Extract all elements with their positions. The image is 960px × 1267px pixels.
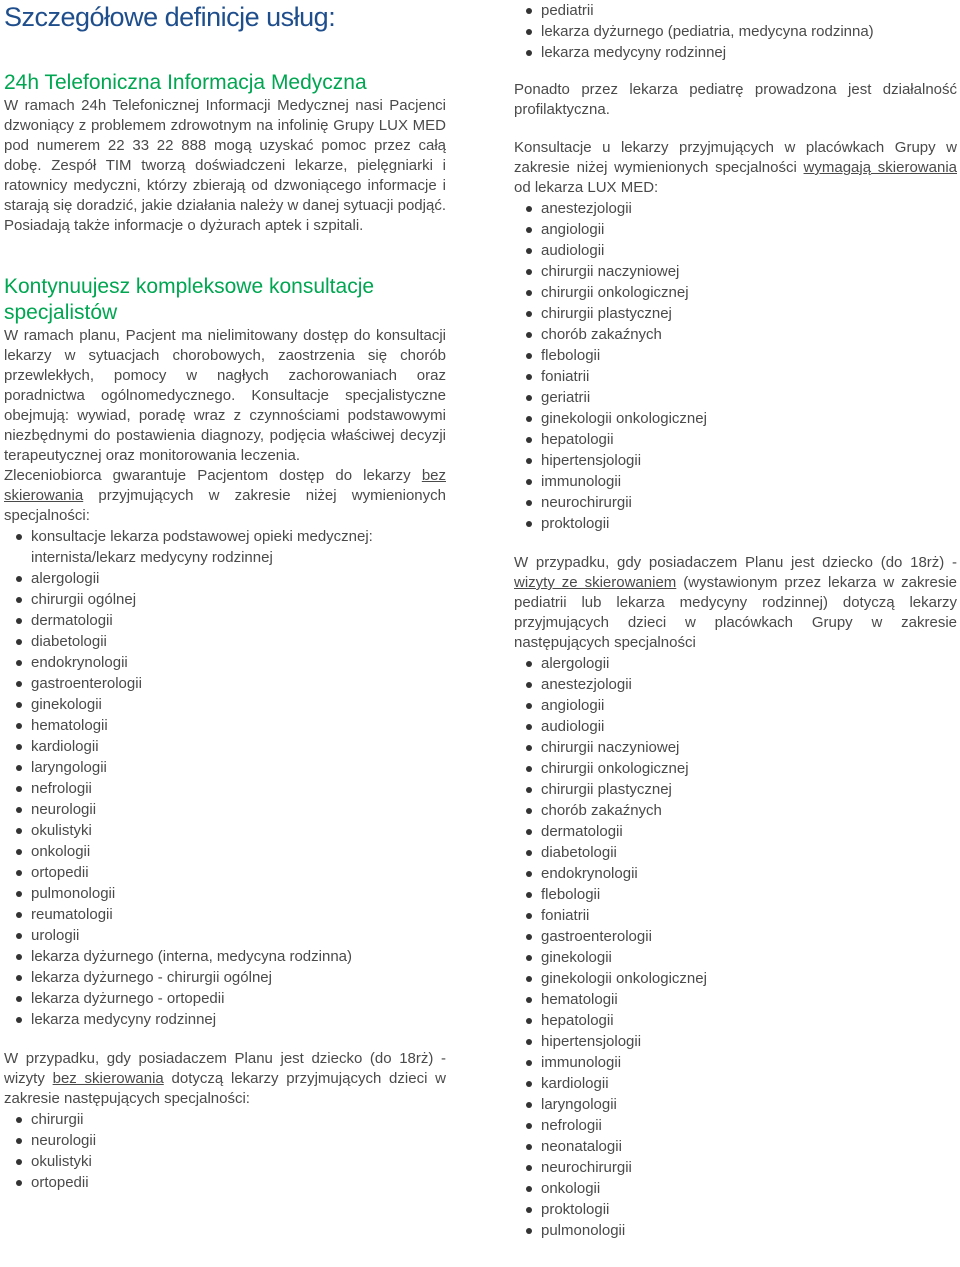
list-item: ortopedii [4,1172,446,1193]
list-item: proktologii [514,513,957,534]
child-specialties-no-referral-list [4,1109,446,1193]
section-heading-specialist-consultations: Kontynuujesz kompleksowe konsultacje specjalistów [4,275,375,324]
list-item: neurochirurgii [514,492,957,513]
child-no-referral-underlined: bez skierowania [52,1070,164,1087]
list-item: ortopedii [4,862,446,883]
list-item: reumatologii [4,904,446,925]
consultations-body: W ramach planu, Pacjent ma nielimitowany dostęp do konsultacji lekarzy w sytuacjach chorobowych, zaostrzenia się chorób przewlekłych, pomocy w nagłych zachorowaniach oraz poradnictwa ogólnomedycznego. Konsultacje specjalistyczne obejmują: wywiad, poradę wraz z czynnościami podstawowymi niezbędnymi do postawienia diagnozy, podjęcia właściwej decyzji terapeutycznej oraz monitorowania leczenia. [4,327,446,464]
list-item: hepatologii [514,429,957,450]
list-item: anestezjologii [514,198,957,219]
list-item: pediatrii [514,0,957,21]
list-item: immunologii [514,1052,957,1073]
list-item: ginekologii onkologicznej [514,968,957,989]
list-item: proktologii [514,1199,957,1220]
list-item: hepatologii [514,1010,957,1031]
list-item: nefrologii [4,778,446,799]
list-item: hipertensjologii [514,450,957,471]
list-item: lekarza dyżurnego - ortopedii [4,988,446,1009]
list-item: audiologii [514,240,957,261]
top-continuation-list [514,0,957,63]
list-item: dermatologii [4,610,446,631]
list-item: gastroenterologii [4,673,446,694]
text-fragment: Konsultacje u lekarzy przyjmujących w placówkach Grupy w zakresie niżej wymienionych specjalności [514,139,957,176]
list-item: foniatrii [514,366,957,387]
list-item: chirurgii [4,1109,446,1130]
list-item: okulistyki [4,1151,446,1172]
list-item: urologii [4,925,446,946]
list-item: endokrynologii [4,652,446,673]
referral-required-underlined: wymagają skierowania [803,159,957,176]
no-referral-underlined: bez skierowania [4,467,446,504]
referral-required-paragraph [514,138,957,198]
list-item: lekarza dyżurnego (pediatria, medycyna rodzinna) [514,21,957,42]
list-item: alergologii [514,653,957,674]
list-item: neonatalogii [514,1136,957,1157]
list-item: lekarza medycyny rodzinnej [514,42,957,63]
list-item: chirurgii naczyniowej [514,737,957,758]
list-item: chirurgii plastycznej [514,303,957,324]
child-specialties-referral-list [514,653,957,1241]
list-item: geriatrii [514,387,957,408]
list-item: endokrynologii [514,863,957,884]
list-item: pulmonologii [514,1220,957,1241]
list-item: gastroenterologii [514,926,957,947]
list-item: chirurgii ogólnej [4,589,446,610]
list-item: chorób zakaźnych [514,324,957,345]
page-title: Szczegółowe definicje usług: [4,2,336,32]
list-item: neurologii [4,799,446,820]
list-item: angiologii [514,695,957,716]
list-item: chorób zakaźnych [514,800,957,821]
list-item: laryngologii [4,757,446,778]
list-item: chirurgii onkologicznej [514,282,957,303]
list-item: immunologii [514,471,957,492]
list-item: lekarza dyżurnego (interna, medycyna rodzinna) [4,946,446,967]
list-item: okulistyki [4,820,446,841]
list-item: chirurgii naczyniowej [514,261,957,282]
list-item: flebologii [514,345,957,366]
list-item: lekarza dyżurnego - chirurgii ogólnej [4,967,446,988]
list-item: ginekologii [514,947,957,968]
list-item: kardiologii [514,1073,957,1094]
list-item: flebologii [514,884,957,905]
text-fragment: W przypadku, gdy posiadaczem Planu jest dziecko (do 18rż) - [514,554,957,571]
list-item: chirurgii plastycznej [514,779,957,800]
list-item: foniatrii [514,905,957,926]
list-item: hipertensjologii [514,1031,957,1052]
child-no-referral-paragraph [4,1049,446,1109]
list-item: ginekologii onkologicznej [514,408,957,429]
list-item: chirurgii onkologicznej [514,758,957,779]
list-item: alergologii [4,568,446,589]
text-fragment: od lekarza LUX MED: [514,179,659,196]
left-column [4,0,446,1193]
child-referral-paragraph [514,553,957,653]
prophylaxis-paragraph: Ponadto przez lekarza pediatrę prowadzona jest działalność profilaktyczna. [514,81,957,118]
list-item: ginekologii [4,694,446,715]
list-item: onkologii [4,841,446,862]
list-item: konsultacje lekarza podstawowej opieki medycznej: internista/lekarz medycyny rodzinnej [4,526,446,568]
specialties-referral-list [514,198,957,534]
list-item: audiologii [514,716,957,737]
list-item: diabetologii [4,631,446,652]
telephone-info-body: W ramach 24h Telefonicznej Informacji Medycznej nasi Pacjenci dzwoniący z problemem zdrowotnym na infolinię Grupy LUX MED pod numerem 22 33 22 888 mogą uzyskać pomoc przez całą dobę. Zespół TIM tworzą doświadczeni lekarze, pielęgniarki i ratownicy medyczni, którzy zbierają od dzwoniącego informacje i starają się doradzić, jakie działania należy w danej sytuacji podjąć. Posiadają także informacje o dyżurach aptek i szpitali. [4,97,446,234]
text-fragment: Zleceniobiorca gwarantuje Pacjentom dostęp do lekarzy [4,467,422,484]
list-item: kardiologii [4,736,446,757]
list-item: dermatologii [514,821,957,842]
child-referral-underlined: wizyty ze skierowaniem [514,574,677,591]
list-item: angiologii [514,219,957,240]
text-fragment: dotyczą lekarzy przyjmujących dzieci w zakresie następujących specjalności: [4,1070,446,1107]
list-item: laryngologii [514,1094,957,1115]
text-fragment: W przypadku, gdy posiadaczem Planu jest dziecko (do 18rż) - wizyty [4,1050,446,1087]
list-item: hematologii [4,715,446,736]
section-heading-telephone-info: 24h Telefoniczna Informacja Medyczna [4,71,367,94]
text-fragment: przyjmujących w zakresie niżej wymienionych specjalności: [4,487,446,524]
list-item: lekarza medycyny rodzinnej [4,1009,446,1030]
list-item: anestezjologii [514,674,957,695]
list-item: neurologii [4,1130,446,1151]
right-column [514,0,957,1241]
consultations-no-referral-paragraph [4,466,446,526]
list-item: diabetologii [514,842,957,863]
list-item: nefrologii [514,1115,957,1136]
list-item: pulmonologii [4,883,446,904]
list-item: neurochirurgii [514,1157,957,1178]
list-item: hematologii [514,989,957,1010]
list-item: onkologii [514,1178,957,1199]
specialties-no-referral-list [4,526,446,1030]
text-fragment: (wystawionym przez lekarza w zakresie pediatrii lub lekarza medycyny rodzinnej) dotyczą lekarzy przyjmujących dzieci w placówkach Grupy w zakresie następujących specjalności [514,574,957,651]
